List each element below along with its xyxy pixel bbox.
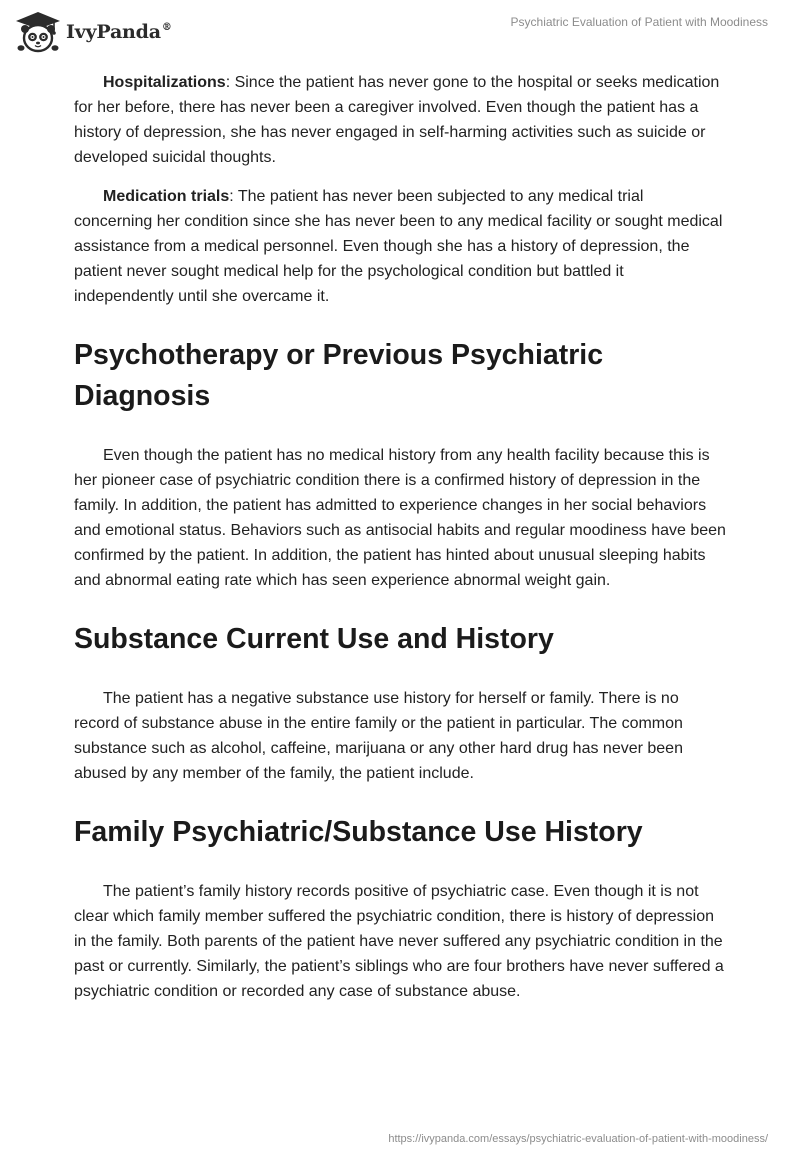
hospitalizations-label: Hospitalizations [103,74,226,91]
paragraph-hospitalizations: Hospitalizations: Since the patient has never gone to the hospital or seeks medication for her before, there has never been a caregiver involved. Even though the patient has a history of depression, she has never engaged in self-harming activities such as suicide or developed suicidal thoughts. [74,74,720,166]
page-header [0,0,800,64]
medication-trials-label: Medication trials [103,188,230,205]
heading-substance-use: Substance Current Use and History [74,623,554,655]
paragraph-psychotherapy: Even though the patient has no medical history from any health facility because this is her pioneer case of psychiatric condition there is a confirmed history of depression in the family. In addition, the patient has admitted to experience changes in her social behaviors and emotional status. Behaviors such as antisocial habits and regular moodiness have been confirmed by the patient. In addition, the patient has hinted about unusual sleeping habits and abnormal eating rate which has seen experience abnormal weight gain. [74,447,726,589]
heading-psychotherapy: Psychotherapy or Previous Psychiatric Diagnosis [74,339,604,412]
paragraph-substance-use: The patient has a negative substance use history for herself or family. There is no record of substance abuse in the entire family or the patient in particular. The common substance such as alcohol, caffeine, marijuana or any other hard drug has never been abused by any member of the family, the patient include. [74,690,683,782]
paragraph-family-history: The patient’s family history records positive of psychiatric case. Even though it is not clear which family member suffered the psychiatric condition, there is history of depression in the family. Both parents of the patient have never suffered any psychiatric condition in the past or currently. Similarly, the patient’s siblings who are four brothers have never suffered a psychiatric condition or recorded any case of substance abuse. [74,883,724,1000]
essay-body [74,70,726,1018]
paragraph-medication-trials: Medication trials: The patient has never been subjected to any medical trial concerning her condition since she has never been to any medical facility or sought medical assistance from a medical personnel. Even though she has a history of depression, the patient never sought medical help for the psychological condition but battled it independently until she overcame it. [74,188,723,305]
document-title: Psychiatric Evaluation of Patient with Moodiness [510,15,768,29]
heading-family-history: Family Psychiatric/Substance Use History [74,816,643,848]
panda-graduation-icon [14,10,62,54]
ivypanda-logo[interactable] [14,10,172,54]
brand-name: IvyPanda® [66,21,172,43]
source-url-link[interactable]: https://ivypanda.com/essays/psychiatric-evaluation-of-patient-with-moodiness/ [388,1133,768,1145]
